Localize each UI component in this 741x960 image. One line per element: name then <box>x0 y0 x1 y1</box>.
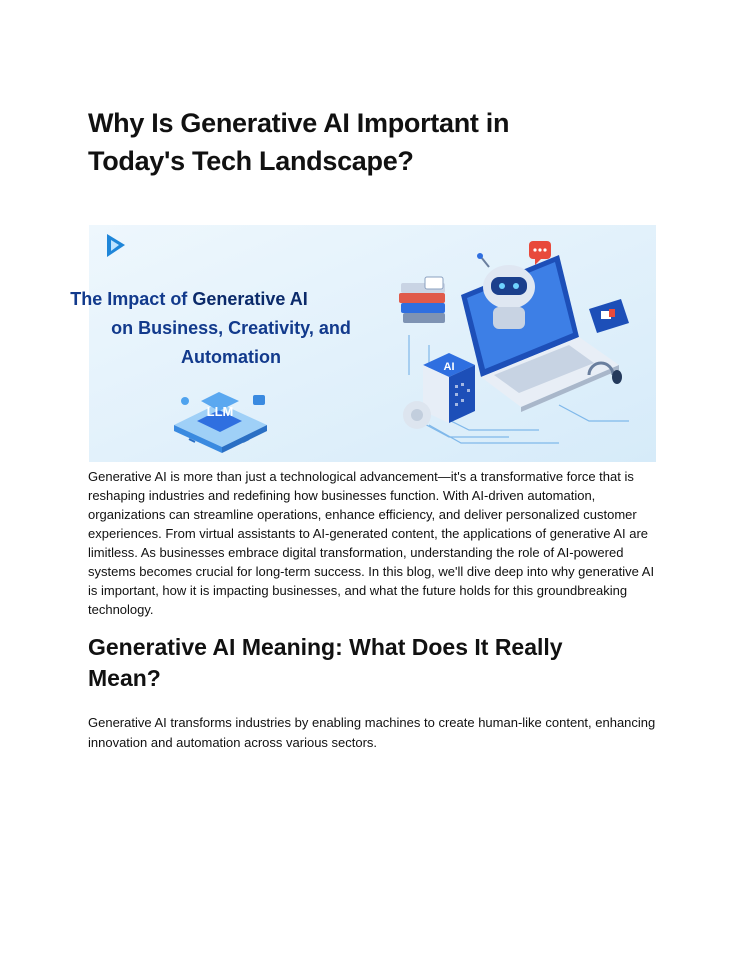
hero-headline-line2: on Business, Creativity, and <box>111 318 351 338</box>
ai-cube-illustration <box>423 353 475 423</box>
section-body: Generative AI transforms industries by enabling machines to create human-like content, enhancing innovation and automation across various sectors. <box>88 715 656 750</box>
books-stack-illustration <box>399 277 445 323</box>
llm-chip-label: LLM <box>206 404 234 419</box>
ai-cube-label: AI <box>443 361 455 373</box>
hero-banner-image <box>70 225 656 462</box>
hero-headline-prefix: The Impact of <box>70 289 193 309</box>
intro-paragraph: Generative AI is more than just a technological advancement—it's a transformative force that is reshaping industries and redefining how businesses function. With AI-driven automation, organizations can streamline operations, enhance efficiency, and deliver personalized customer experiences. From virtual assistants to AI-generated content, the applications of generative AI are limitless. As businesses embrace digital transformation, understanding the role of AI-powered systems becomes crucial for long-term success. In this blog, we'll dive deep into why generative AI is important, how it is impacting businesses, and what the future holds for this groundbreaking technology. <box>88 469 655 617</box>
section-heading: Generative AI Meaning: What Does It Really Mean? <box>88 634 563 691</box>
hero-headline <box>70 289 307 309</box>
page-title: Why Is Generative AI Important in Today's Tech Landscape? <box>88 108 510 176</box>
gear-icon <box>403 401 431 429</box>
hero-headline-line3: Automation <box>181 347 281 367</box>
hero-headline-bold: Generative AI <box>192 289 308 309</box>
